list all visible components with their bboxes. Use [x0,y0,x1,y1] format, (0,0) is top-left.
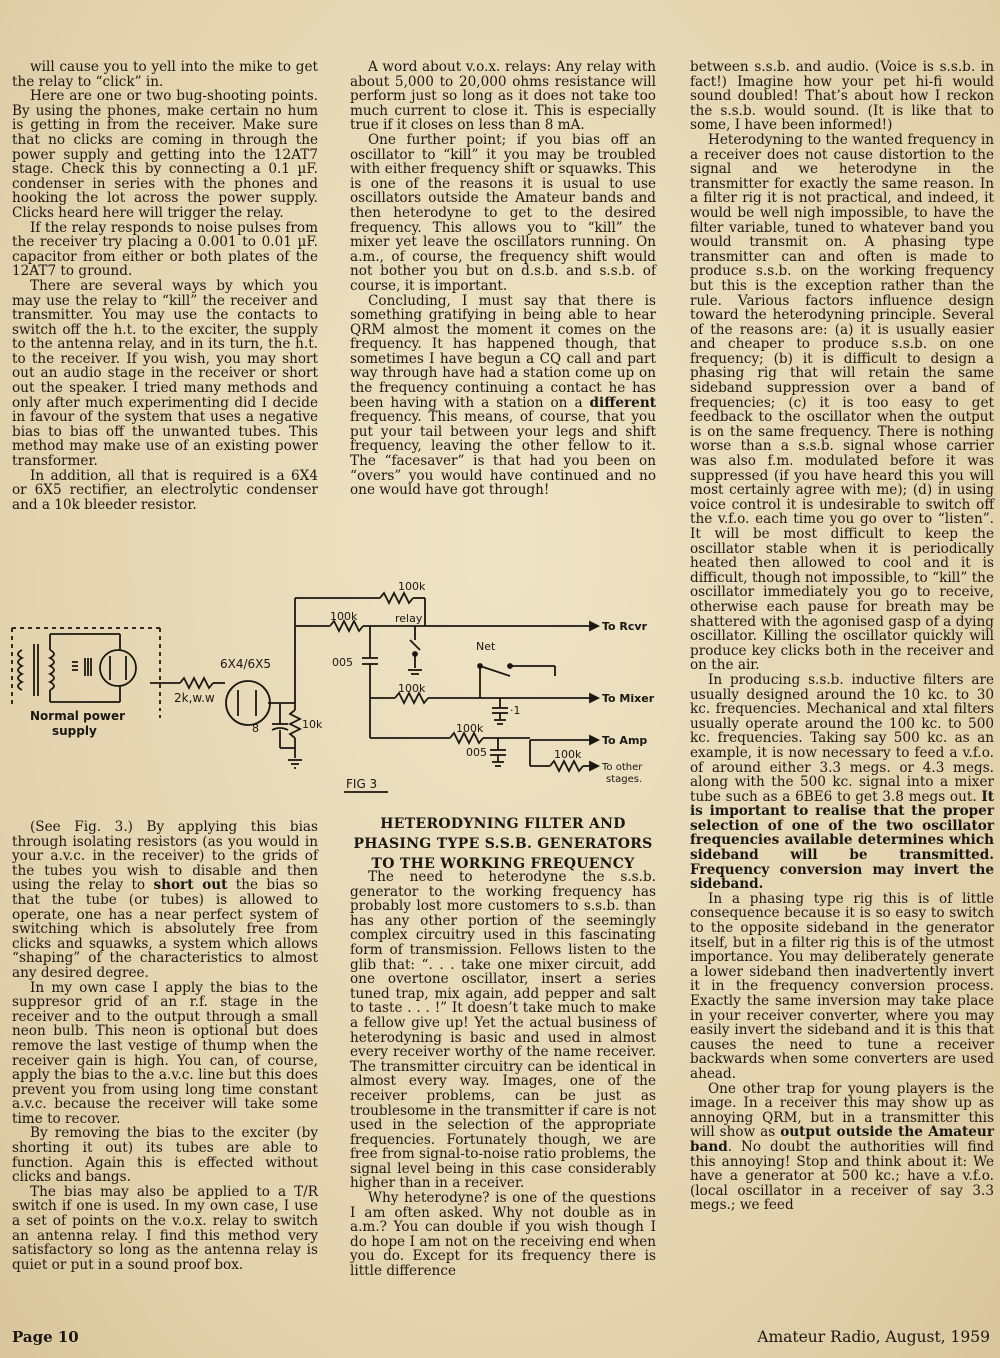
text-run: frequency. This means, of course, that you put your tail between your legs and shift frequency, leaving the other fellow to it. The “facesaver” is that had you been on “overs” you would have continued and no one would have got through! [350,409,656,499]
label-to-rcvr: To Rcvr [602,620,648,633]
column-2-top [350,60,656,498]
bold-text: different [589,394,656,411]
label-100k-b: 100k [398,682,426,695]
paragraph: Here are one or two bug-shooting points. By using the phones, make certain no hum is getting in from the receiver. Make sure that no clicks are coming in through the power supply and getting into the 12AT7 stage. Check this by connecting a 0.1 µF. condenser in series with the phones and hooking the lot across the power supply. Clicks heard here will trigger the relay. [12,88,318,221]
paragraph: The bias may also be applied to a T/R switch if one is used. In my own case, I use a set of points on the v.o.x. relay to switch an antenna relay. I find this method very satisfactory so long as the antenna relay is quiet or put in a sound proof box. [12,1183,318,1273]
label-005-a: 005 [332,656,353,669]
paragraph: In addition, all that is required is a 6X4 or 6X5 rectifier, an electrolytic condenser and a 10k bleeder resistor. [12,467,318,513]
label-relay: relay [395,612,423,625]
circuit-diagram-fig3 [10,578,662,806]
paragraph: If the relay responds to noise pulses from the receiver try placing a 0.001 to 0.01 µF. capacitor from either or both plates of the 12AT7 to ground. [12,219,318,280]
text-run: the bias so that the tube (or tubes) is allowed to operate, one has a near perfect system of switching which is absolutely free from clicks and squawks, a system which allows “shaping” of the characteristics to almost any desired degree. [12,877,318,981]
label-to-other: To other [602,762,643,773]
label-10k-resistor: 10k [302,718,323,731]
column-1-top [12,60,318,512]
label-to-mixer: To Mixer [602,692,655,705]
label-cap-0.1: ·1 [510,704,521,717]
paragraph: In a phasing type rig this is of little consequence because it is so easy to switch to the opposite sideband in the generator itself, but in a filter rig this is of the utmost importance. You may deliberately generate a lower sideband then inadvertently invert it in the frequency conversion process. Exactly the same inversion may take place in your receiver converter, where you may easily invert the sideband and it is this that causes the need to tune a receiver backwards when some converters are used ahead. [690,890,994,1082]
bold-text: It is important to realise that the proper selection of one of the two oscillator frequencies available determines which sideband will be transmitted. Frequency conversion may invert the sideband. [690,788,994,893]
paragraph [690,60,994,133]
section-heading [346,814,660,874]
paragraph: A word about v.o.x. relays: Any relay with about 5,000 to 20,000 ohms resistance will perform just so long as it does not take too much current to close it. This is especially true if it closes on less than 8 mA. [350,59,656,134]
label-100k-d: 100k [554,748,582,761]
label-rectifier: 6X4/6X5 [220,657,272,671]
page-number: Page 10 [12,1328,79,1346]
figure-title: FIG 3 [346,777,378,791]
paragraph: There are several ways by which you may use the relay to “kill” the receiver and transmitter. You may use the contacts to switch off the h.t. to the exciter, the supply to the antenna relay, and in its turn, the h.t. to the receiver. If you wish, you may short out an audio stage in the receiver or short out the speaker. I tried many methods and only after much experimenting did I decide in favour of the system that uses a negative bias to bias off the unwanted tubes. This method may make use of an existing power transformer. [12,277,318,470]
column-3 [690,60,994,1213]
paragraph [690,1082,994,1213]
text-run: (See Fig. 3.) By applying this bias through isolating resistors (as you would in your a.v.c. in the receiver) to the grids of the tubes you wish to disable and then using the relay to [12,819,318,894]
text-run: One other trap for young players is the image. In a receiver this may show up as annoying QRM, but in a transmitter this will show as [690,1080,994,1141]
paragraph: will cause you to yell into the mike to get the relay to “click” in. [12,59,318,90]
label-net: Net [476,640,496,653]
label-2k-resistor: 2k,w.w [174,691,215,705]
paragraph [12,820,318,981]
label-8uf-cap: 8 [252,722,259,735]
label-normal-power-supply: Normal power [30,709,126,723]
heading-line-3: TO THE WORKING FREQUENCY [371,856,635,872]
text-run: between s.s.b. and audio. (Voice is s.s.b. in fact!) Imagine how your pet hi-fi would sound doubled! That’s about how I reckon the s.s.b. would sound. (It is like that to some, I have been informed!) [690,59,994,134]
paragraph: By removing the bias to the exciter (by shorting it out) its tubes are able to function. Again this is effected without clicks and bangs. [12,1125,318,1186]
paragraph [350,294,656,498]
paragraph: One further point; if you bias off an oscillator to “kill” it you may be troubled with either frequency shift or squawks. This is one of the reasons it is usual to use oscillators outside the Amateur bands and then heterodyne to get to the desired frequency. This allows you to “kill” the mixer yet leave the oscillators running. On a.m., of course, the frequency shift would not bother you but on d.s.b. and s.s.b. of course, it is important. [350,131,656,294]
bold-text: short out [153,877,228,894]
label-005-b: 005 [466,746,487,759]
column-2-bottom [350,870,656,1279]
text-run: Concluding, I must say that there is something gratifying in being able to hear QRM almost the moment it comes on the frequency. It has happened though, that sometimes I have begun a CQ call and part way through have had a station come up on the frequency continuing a contact he has been having with a station on a [350,292,656,411]
text-run: . No doubt the authorities will find this annoying! Stop and think about it: We have a generator at 500 kc.; have a v.f.o. (local oscillator in a receiver of say 3.3 megs.; we feed [690,1138,994,1214]
paragraph [690,673,994,892]
paragraph: In my own case I apply the bias to the suppresor grid of an r.f. stage in the receiver and to the output through a small neon bulb. This neon is optional but does remove the last vestige of thump when the receiver gain is high. You can, of course, apply the bias to the a.v.c. line but this does prevent you from using long time constant a.v.c. because the receiver will take some time to recover. [12,979,318,1127]
bold-text: output outside the Amateur band [690,1124,994,1155]
text-run: In producing s.s.b. inductive filters are usually designed around the 10 kc. to 30 kc. frequencies. Mechanical and xtal filters usually operate around the 100 kc. to 500 kc. frequencies. Taking say 500 kc. as an example, it is now necessary to feed a v.f.o. of around either 3.3 megs. or 4.3 megs. along with the 500 kc. signal into a mixer tube such as a 6BE6 to get 3.8 megs out. [690,671,994,805]
label-100k-top: 100k [398,580,426,593]
column-1-bottom [12,820,318,1272]
label-100k-c: 100k [456,722,484,735]
paragraph: Heterodyning to the wanted frequency in a receiver does not cause distortion to the signal and we heterodyne in the transmitter for exactly the same reason. In a filter rig it is not practical, and indeed, it would be well nigh impossible, to have the filter variable, tuned to whatever band you would transmit on. A phasing type transmitter can and often is made to produce s.s.b. on the working frequency but this is the exception rather than the rule. Various factors influence design toward the heterodyning principle. Several of the reasons are: (a) it is usually easier and cheaper to produce s.s.b. on one frequency; (b) it is difficult to design a phasing rig that will retain the same sideband suppression over a band of frequencies; (c) it is too easy to get feedback to the oscillator when the output is on the same frequency. There is nothing worse than a s.s.b. signal whose carrier was also f.m. modulated before it was suppressed (if you have heard this you will most certainly agree with me); (d) in using voice control it is undesirable to switch off the v.f.o. each time you go over to “listen”. It will be most difficult to keep the oscillator stable when it is periodically heated then allowed to cool and it is difficult, though not impossible, to “kill” the oscillator immediately you go to receive, otherwise each pause for breath may be shattered with the agonised gasp of a dying oscillator. Killing the oscillator quickly will produce key clicks both in the receiver and on the air. [690,131,994,674]
publication-info: Amateur Radio, August, 1959 [757,1328,990,1346]
heading-line-2: PHASING TYPE S.S.B. GENERATORS [353,836,653,852]
paragraph: Why heterodyne? is one of the questions I am often asked. Why not double as in a.m.? You can double if you wish though I do hope I am not on the receiving end when you do. Except for its frequency there is little difference [350,1190,656,1280]
paragraph: The need to heterodyne the s.s.b. generator to the working frequency has probably lost more customers to s.s.b. than has any other portion of the seemingly complex circuitry used in this fascinating form of transmission. Fellows listen to the glib that: “. . . take one mixer circuit, add one overtone oscillator, insert a series tuned trap, mix again, add pepper and salt to taste . . . !” It doesn’t take much to make a fellow give up! Yet the actual business of heterodyning is basic and used in almost every receiver worthy of the name receiver. The transmitter circuitry can be identical in almost every way. Images, one of the receiver problems, can be just as troublesome in the transmitter if care is not used in the selection of the appropriate frequencies. Fortunately though, we are free from signal-to-noise ratio problems, the signal level being in this case considerably higher than in a receiver. [350,869,656,1192]
label-stages: stages. [606,774,643,785]
label-100k-a: 100k [330,610,358,623]
label-supply: supply [52,724,97,738]
label-to-amp: To Amp [602,734,648,747]
heading-line-1: HETERODYNING FILTER AND [380,816,626,832]
